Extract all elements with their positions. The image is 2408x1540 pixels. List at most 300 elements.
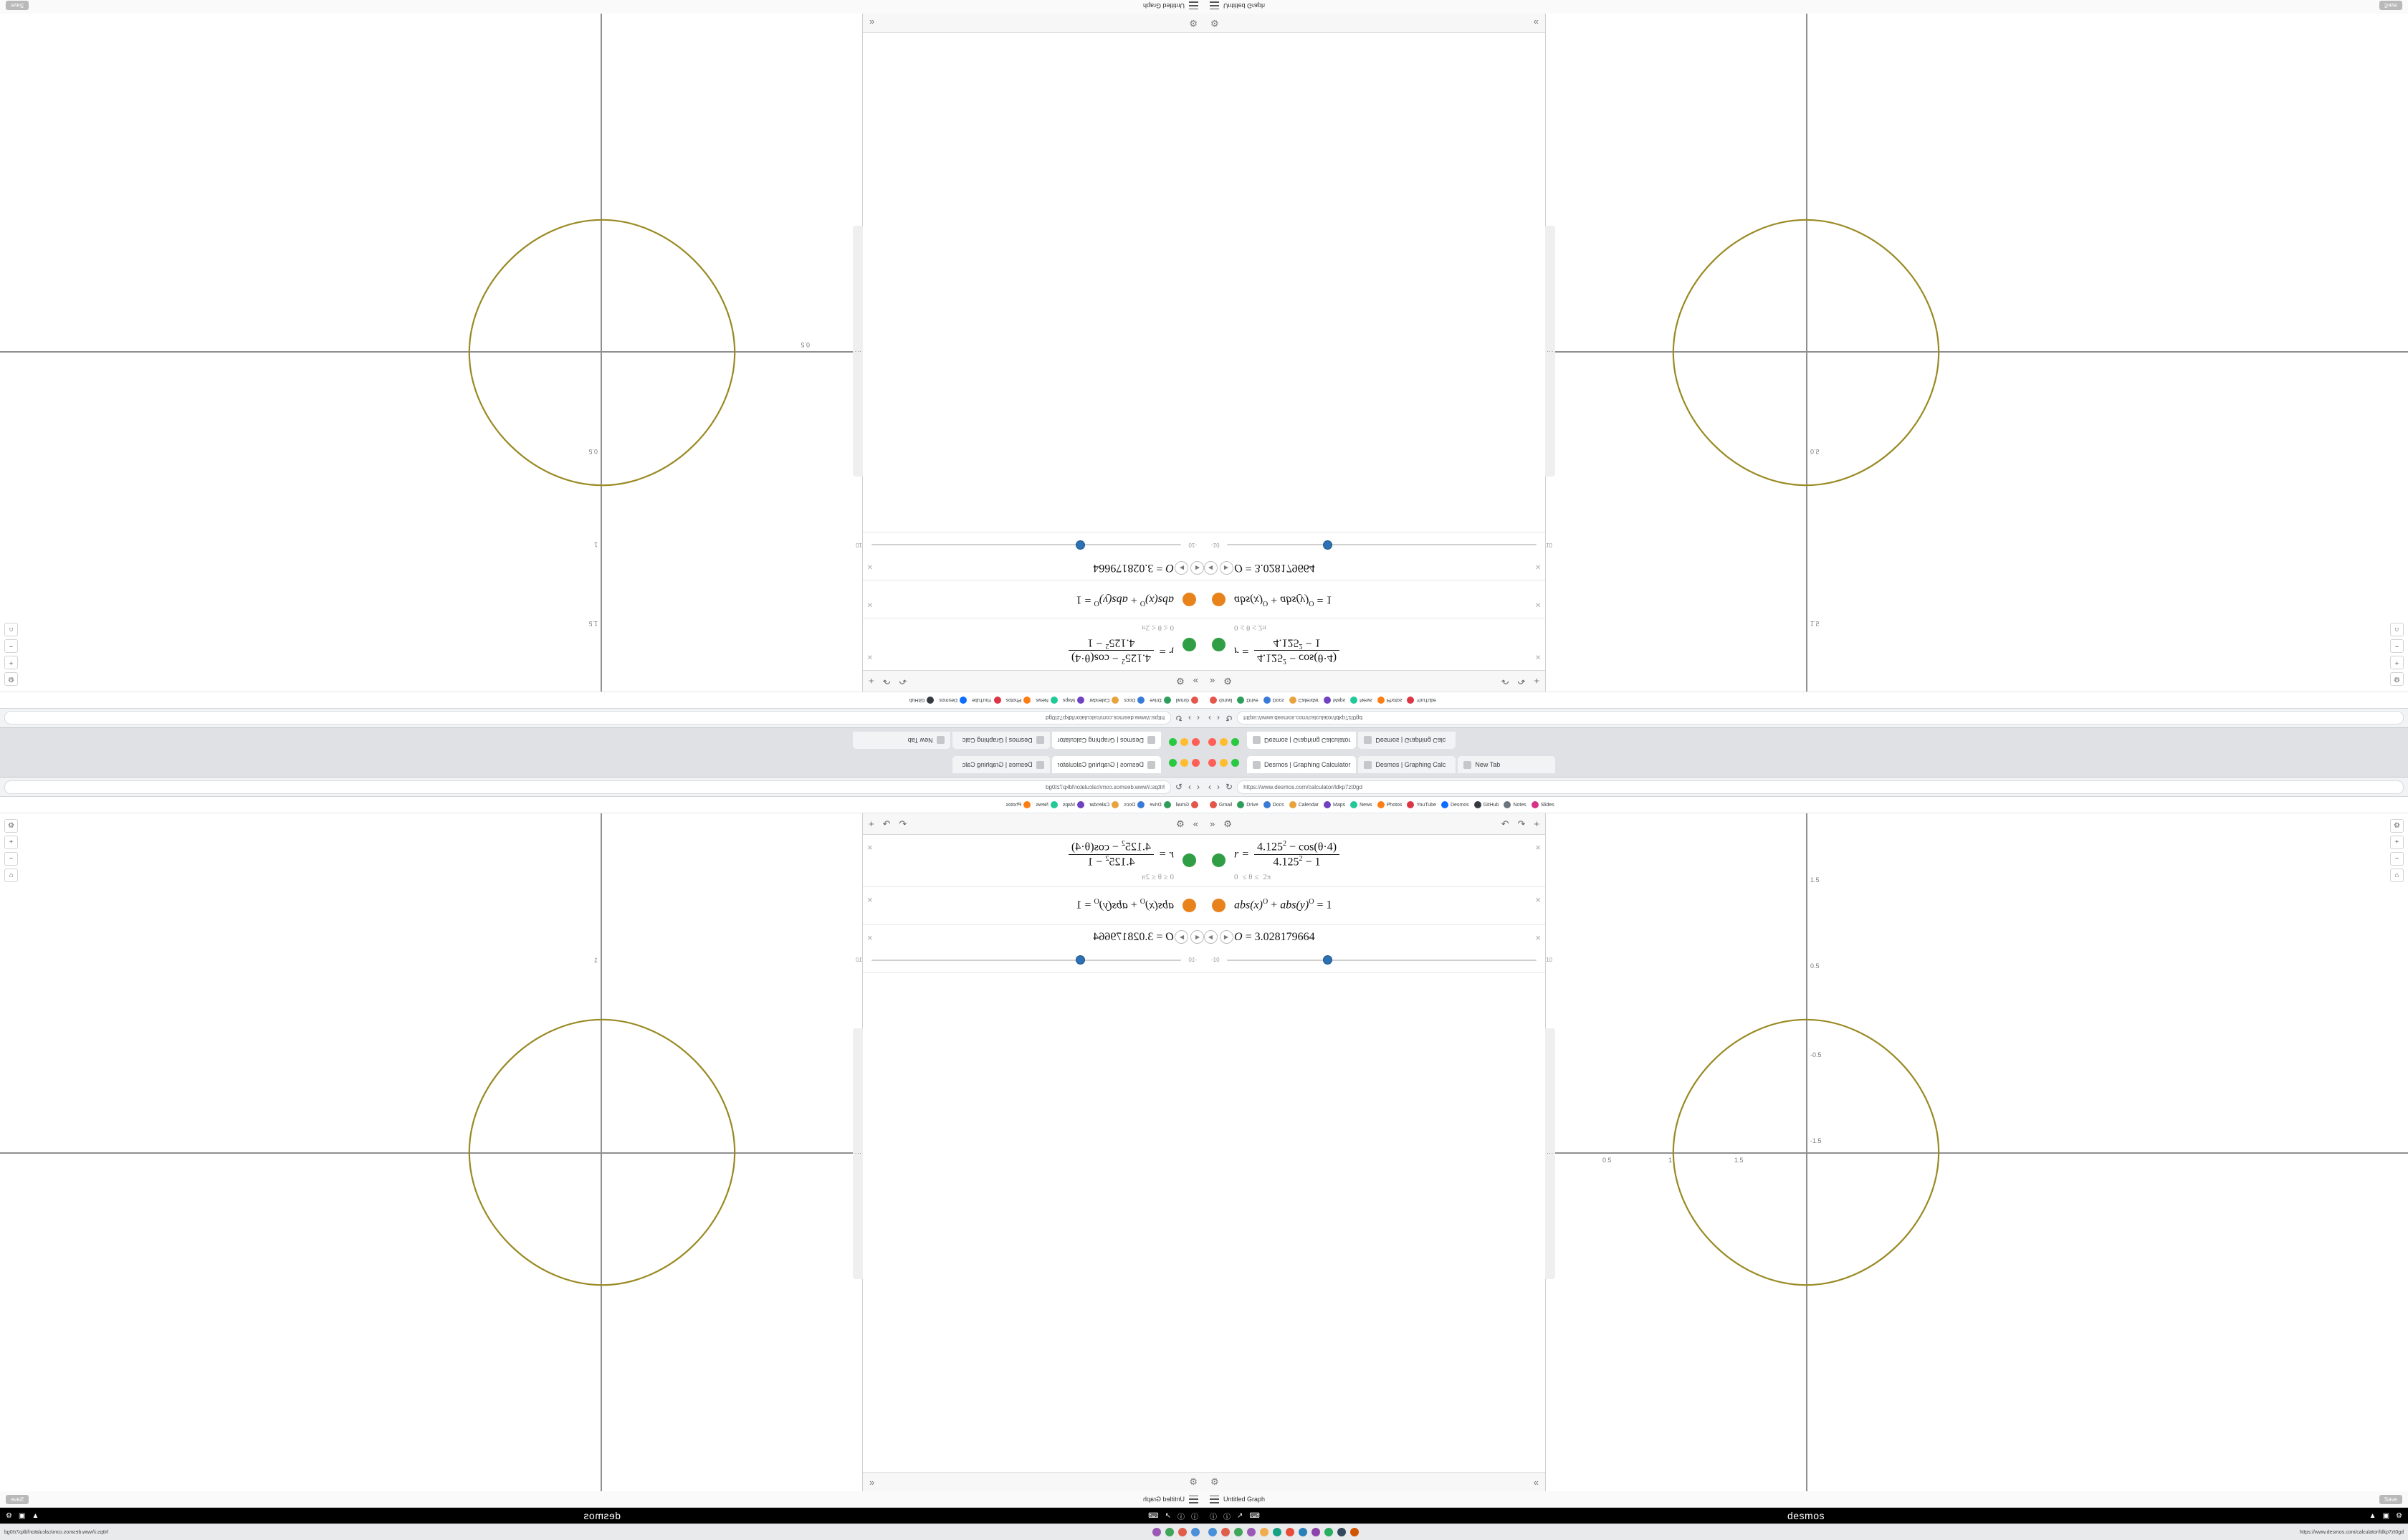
slider-stepper[interactable]: [1204, 561, 1233, 575]
slider-knob[interactable]: [1076, 955, 1085, 965]
y-tick: 0.5: [1810, 448, 1820, 455]
expression-row-polar[interactable]: [863, 618, 1204, 670]
taskbar-icon-photos[interactable]: [1273, 1528, 1281, 1536]
tab-label: Desmos | Graphing Calc: [962, 761, 1033, 768]
slider-control[interactable]: [846, 950, 1204, 972]
slider-value: 3.028179664: [1254, 930, 1315, 943]
expression-color-dot[interactable]: [1175, 835, 1204, 886]
step-back-icon[interactable]: ◀: [1191, 930, 1205, 944]
favicon: [1147, 737, 1155, 745]
graph-title[interactable]: Untitled Graph: [1223, 1496, 1266, 1503]
bookmark-item[interactable]: YouTube: [1407, 801, 1436, 808]
expression-math: O = 3.028179664: [1093, 930, 1174, 943]
nav-controls[interactable]: [1175, 782, 1200, 792]
gear-icon[interactable]: ⚙: [2396, 1511, 2402, 1520]
undo-icon[interactable]: ↶: [899, 676, 907, 687]
taskbar-icon-terminal[interactable]: [1337, 1528, 1346, 1536]
back-icon[interactable]: ‹: [1197, 782, 1200, 792]
chevron-up-icon[interactable]: ▲: [32, 1511, 39, 1520]
gear-icon[interactable]: ⚙: [1210, 18, 1219, 29]
tab-desmos-1[interactable]: [1052, 732, 1161, 749]
bookmarks-bar[interactable]: [0, 797, 1204, 813]
hamburger-icon[interactable]: [1210, 2, 1219, 10]
close-icon[interactable]: ×: [1535, 600, 1541, 611]
bookmark-item[interactable]: GitHub: [909, 697, 935, 704]
expression-color-dot[interactable]: [1175, 887, 1204, 924]
bookmark-item[interactable]: YouTube: [1407, 697, 1436, 704]
y-tick: 1.5: [588, 620, 598, 627]
bookmark-item[interactable]: Docs: [1263, 697, 1284, 704]
window-controls[interactable]: [1208, 759, 1239, 767]
reload-icon[interactable]: ↻: [1226, 713, 1233, 723]
favicon: [1463, 761, 1471, 769]
gear-icon[interactable]: ⚙: [6, 1511, 12, 1520]
slider-max-label: 10: [856, 541, 862, 548]
bookmark-item[interactable]: Calendar: [1089, 697, 1119, 704]
expression-footer: [863, 1472, 1204, 1491]
zoom-out-button[interactable]: −: [2390, 639, 2404, 653]
expression-color-dot[interactable]: [1175, 580, 1204, 618]
curve-toggle-green[interactable]: [1183, 638, 1197, 651]
desmos-logo: desmos: [583, 1510, 621, 1521]
add-expression-button[interactable]: +: [869, 676, 874, 687]
bookmark-item[interactable]: Drive: [1237, 801, 1258, 808]
forward-icon[interactable]: ›: [1217, 713, 1220, 723]
header-right-icons[interactable]: [6, 1512, 39, 1520]
close-icon[interactable]: ×: [1535, 932, 1541, 943]
step-forward-icon[interactable]: ▶: [1220, 930, 1233, 944]
expression-panel: [1204, 813, 1552, 1491]
chevron-up-icon[interactable]: ▲: [2369, 1511, 2376, 1520]
bookmark-item[interactable]: News: [1036, 697, 1058, 704]
browser-toolbar: [1204, 708, 2408, 727]
y-tick: 1.5: [1810, 876, 1820, 884]
close-icon[interactable]: ×: [1535, 562, 1541, 573]
nav-controls[interactable]: [1175, 713, 1200, 723]
bookmark-item[interactable]: Slides: [1532, 801, 1554, 808]
address-bar[interactable]: [4, 780, 1171, 794]
info-icon[interactable]: ⓘ: [1223, 1513, 1231, 1521]
taskbar-icon-chrome[interactable]: [1350, 1528, 1359, 1536]
os-taskbar[interactable]: [0, 1524, 1204, 1540]
tab-strip[interactable]: [1247, 731, 1456, 750]
step-back-icon[interactable]: ◀: [1204, 561, 1218, 575]
address-bar[interactable]: [1237, 780, 2404, 794]
gear-icon[interactable]: ⚙: [1176, 818, 1185, 829]
close-icon[interactable]: ×: [867, 842, 873, 853]
back-icon[interactable]: ‹: [1197, 713, 1200, 723]
redo-icon[interactable]: ↷: [882, 818, 891, 829]
wrench-icon[interactable]: ⚙: [2390, 819, 2404, 833]
expression-footer: [1204, 1472, 1545, 1491]
slider-max-label: 10: [1546, 541, 1552, 548]
taskbar-icon-launchpad[interactable]: [1221, 1528, 1230, 1536]
desmos-title-bar: [0, 1491, 1204, 1508]
save-button[interactable]: Save: [6, 1, 29, 11]
browser-window: [0, 752, 1204, 1535]
home-icon[interactable]: ⌂: [2390, 623, 2404, 636]
x-tick: 1.5: [1734, 1157, 1744, 1164]
undo-icon[interactable]: ↶: [1501, 676, 1509, 687]
taskbar-icon-music[interactable]: [1324, 1528, 1333, 1536]
panel-drag-handle[interactable]: ⋮: [1545, 226, 1555, 477]
bookmark-item[interactable]: YouTube: [972, 697, 1001, 704]
gear-icon[interactable]: ⚙: [1176, 676, 1185, 687]
tab-strip[interactable]: [853, 731, 1161, 750]
gear-icon[interactable]: ⚙: [1210, 1476, 1219, 1487]
close-icon[interactable]: ×: [1535, 842, 1541, 853]
bookmark-item[interactable]: Maps: [1063, 697, 1084, 704]
graph-tools[interactable]: [2390, 623, 2404, 686]
expression-math: O = 3.028179664: [1234, 930, 1315, 943]
bookmarks-bar[interactable]: [1204, 797, 2408, 813]
slider-value: 3.028179664: [1093, 930, 1154, 943]
address-bar[interactable]: [4, 712, 1171, 725]
collapse-button[interactable]: »: [1193, 818, 1198, 829]
bookmark-item[interactable]: Desmos: [1441, 801, 1469, 808]
gear-icon[interactable]: ⚙: [1189, 1476, 1198, 1487]
bookmark-item[interactable]: Drive: [1150, 801, 1170, 808]
slider-stepper[interactable]: [1204, 930, 1233, 944]
expression-math: $abs(x)^O + abs(y)^O = 1$: [1234, 593, 1332, 607]
hamburger-icon[interactable]: [1189, 2, 1198, 10]
reload-icon[interactable]: ↻: [1226, 782, 1233, 792]
curve-toggle-orange[interactable]: [1183, 899, 1197, 912]
taskbar-icon-notes[interactable]: [1312, 1528, 1320, 1536]
collapse-button[interactable]: »: [1210, 676, 1215, 687]
status-url: https://www.desmos.com/calculator/ldkp7zt0gd: [4, 1529, 109, 1535]
domain-max: 2π: [1263, 872, 1271, 881]
bookmark-item[interactable]: GitHub: [1474, 801, 1499, 808]
expression-row-slider[interactable]: [1204, 532, 1552, 580]
bookmark-item[interactable]: Calendar: [1289, 697, 1319, 704]
share-icon[interactable]: ↗: [1237, 1511, 1243, 1520]
taskbar-icon-launchpad[interactable]: [1178, 1528, 1187, 1536]
tab-label: New Tab: [907, 737, 933, 744]
zoom-in-button[interactable]: +: [4, 656, 18, 669]
step-forward-icon[interactable]: ▶: [1175, 930, 1189, 944]
zoom-out-button[interactable]: −: [4, 639, 18, 653]
collapse-button[interactable]: »: [1193, 676, 1198, 687]
slider-stepper[interactable]: [1175, 930, 1204, 944]
graph-tools[interactable]: [2390, 819, 2404, 882]
undo-icon[interactable]: ↶: [899, 818, 907, 829]
home-icon[interactable]: ⌂: [2390, 869, 2404, 882]
bookmark-item[interactable]: Gmail: [1210, 697, 1232, 704]
close-icon[interactable]: ×: [867, 562, 873, 573]
curve-toggle-green[interactable]: [1183, 853, 1197, 867]
redo-icon[interactable]: ↷: [1517, 818, 1526, 829]
bookmark-item[interactable]: Maps: [1063, 801, 1084, 808]
os-taskbar[interactable]: [1204, 1524, 2408, 1540]
slider-control[interactable]: [1204, 532, 1562, 555]
bookmark-item[interactable]: Photos: [1377, 801, 1403, 808]
graph-tools[interactable]: [4, 623, 18, 686]
superellipse-curve: [423, 973, 781, 1331]
bookmark-item[interactable]: Calendar: [1089, 801, 1119, 808]
y-tick: 1.5: [1810, 620, 1820, 627]
window-controls[interactable]: [1208, 738, 1239, 746]
bookmark-item[interactable]: News: [1036, 801, 1058, 808]
bookmark-item[interactable]: Docs: [1124, 697, 1145, 704]
wrench-icon[interactable]: ⚙: [4, 672, 18, 686]
expand-button[interactable]: «: [1533, 17, 1539, 29]
tab-desmos-1[interactable]: [1247, 732, 1356, 749]
expression-row-implicit[interactable]: [863, 580, 1204, 618]
wrench-icon[interactable]: ⚙: [4, 819, 18, 833]
header-left-icons[interactable]: [1210, 1511, 1260, 1521]
expression-row-slider[interactable]: [856, 925, 1204, 973]
help-icon[interactable]: ⓘ: [1210, 1513, 1217, 1521]
graph-title[interactable]: Untitled Graph: [1223, 2, 1266, 9]
address-bar[interactable]: [1237, 712, 2404, 725]
taskbar-icon-mail[interactable]: [1152, 1528, 1161, 1536]
forward-icon[interactable]: ›: [1217, 782, 1220, 792]
bookmark-item[interactable]: Maps: [1324, 801, 1345, 808]
expression-list: [1204, 835, 1552, 1472]
panel-drag-handle[interactable]: ⋮: [853, 226, 863, 477]
curve-toggle-orange[interactable]: [1183, 593, 1197, 606]
slider-control[interactable]: [1204, 950, 1562, 972]
graph-title[interactable]: Untitled Graph: [1142, 2, 1185, 9]
slider-knob[interactable]: [1076, 540, 1085, 550]
expand-button[interactable]: «: [869, 1476, 875, 1488]
zoom-out-button[interactable]: −: [4, 852, 18, 866]
gear-icon[interactable]: ⚙: [1223, 676, 1232, 687]
y-tick: 0.5: [588, 448, 598, 455]
browser-window: [1204, 752, 2408, 1535]
bookmark-item[interactable]: Gmail: [1176, 697, 1198, 704]
slider-control[interactable]: [846, 532, 1204, 555]
browser-chrome: [0, 727, 1204, 752]
superellipse-curve: [1627, 973, 1985, 1331]
curve-toggle-green[interactable]: [1212, 638, 1226, 651]
bookmark-item[interactable]: News: [1350, 697, 1372, 704]
expression-row-implicit[interactable]: [863, 887, 1204, 925]
redo-icon[interactable]: ↷: [1517, 676, 1526, 687]
slider-track[interactable]: [1227, 544, 1537, 545]
close-icon[interactable]: ×: [867, 894, 873, 905]
bookmarks-bar[interactable]: [1204, 692, 2408, 708]
taskbar-icon-finder[interactable]: [1208, 1528, 1217, 1536]
tab-new[interactable]: [1458, 756, 1555, 773]
expression-row-polar[interactable]: [1204, 835, 1545, 887]
graph-tools[interactable]: [4, 819, 18, 882]
close-icon[interactable]: ×: [867, 932, 873, 943]
zoom-in-button[interactable]: +: [2390, 656, 2404, 669]
expression-toolbar: [863, 670, 1204, 692]
curve-toggle-orange[interactable]: [1212, 593, 1226, 606]
help-icon[interactable]: ⓘ: [1191, 1513, 1198, 1521]
nav-controls[interactable]: [1208, 782, 1233, 792]
y-tick: -0.5: [1810, 1051, 1822, 1058]
tab-new[interactable]: [853, 732, 950, 749]
keyboard-icon[interactable]: ⌨: [1148, 1511, 1159, 1520]
expression-color-dot[interactable]: [1204, 580, 1233, 618]
bookmark-item[interactable]: Photos: [1006, 801, 1031, 808]
share-icon[interactable]: ↗: [1165, 1511, 1171, 1520]
taskbar-icon-safari[interactable]: [1165, 1528, 1174, 1536]
bookmark-item[interactable]: Calendar: [1289, 801, 1319, 808]
undo-icon[interactable]: ↶: [1501, 818, 1509, 829]
expression-math: $abs(x)^O + abs(y)^O = 1$: [1076, 593, 1174, 607]
bookmarks-bar[interactable]: [0, 692, 1204, 708]
save-button[interactable]: Save: [6, 1495, 29, 1504]
desmos-app: [0, 813, 1204, 1491]
expression-domain: [1234, 873, 1538, 881]
expression-list: [856, 33, 1204, 670]
slider-knob[interactable]: [1323, 540, 1332, 550]
bookmark-item[interactable]: Photos: [1006, 697, 1031, 704]
expand-button[interactable]: «: [869, 17, 875, 29]
expression-row-polar[interactable]: [1204, 618, 1545, 670]
window-controls[interactable]: [1169, 738, 1200, 746]
gear-icon[interactable]: ⚙: [1223, 818, 1232, 829]
expression-color-dot[interactable]: [1204, 618, 1233, 670]
curve-toggle-orange[interactable]: [1212, 899, 1226, 912]
bookmark-item[interactable]: Drive: [1237, 697, 1258, 704]
zoom-in-button[interactable]: +: [4, 836, 18, 849]
slider-stepper[interactable]: [1175, 561, 1204, 575]
tab-desmos-2[interactable]: [1358, 732, 1456, 749]
add-expression-button[interactable]: +: [869, 818, 874, 829]
expression-row-implicit[interactable]: [1204, 580, 1545, 618]
quadrant-bottom-left: [0, 752, 1204, 1535]
desmos-header: [0, 1508, 1204, 1524]
zoom-in-button[interactable]: +: [2390, 836, 2404, 849]
bookmark-item[interactable]: Photos: [1377, 697, 1403, 704]
panel-drag-handle[interactable]: ⋮: [1545, 1028, 1555, 1279]
forward-icon[interactable]: ›: [1188, 782, 1191, 792]
wrench-icon[interactable]: ⚙: [2390, 672, 2404, 686]
expression-math: $abs(x)^O + abs(y)^O = 1$: [1234, 898, 1332, 912]
hamburger-icon[interactable]: [1210, 1496, 1219, 1503]
taskbar-icon-finder[interactable]: [1191, 1528, 1200, 1536]
expression-row-slider[interactable]: [856, 532, 1204, 580]
home-icon[interactable]: ⌂: [4, 869, 18, 882]
browser-window: [1204, 0, 2408, 752]
tab-label: New Tab: [1475, 761, 1501, 768]
slider-track[interactable]: [871, 960, 1181, 961]
back-icon[interactable]: ‹: [1208, 713, 1211, 723]
slider-track[interactable]: [1227, 960, 1537, 961]
taskbar-icon-mail[interactable]: [1247, 1528, 1256, 1536]
reload-icon[interactable]: ↻: [1175, 713, 1182, 723]
expression-row-polar[interactable]: [863, 835, 1204, 887]
tab-label: Desmos | Graphing Calculator: [1264, 761, 1351, 768]
slider-track[interactable]: [871, 544, 1181, 545]
close-icon[interactable]: ×: [867, 652, 873, 663]
slider-knob[interactable]: [1323, 955, 1332, 965]
tab-desmos-2[interactable]: [1358, 756, 1456, 773]
favicon: [1253, 761, 1261, 769]
expression-row-implicit[interactable]: [1204, 887, 1545, 925]
domain-min: 0: [1234, 872, 1238, 881]
close-icon[interactable]: ×: [1535, 652, 1541, 663]
expression-color-dot[interactable]: [1204, 835, 1233, 886]
curve-toggle-green[interactable]: [1212, 853, 1226, 867]
taskbar-icon-maps[interactable]: [1260, 1528, 1268, 1536]
tab-desmos-1[interactable]: [1052, 756, 1161, 773]
step-forward-icon[interactable]: ▶: [1175, 561, 1189, 575]
window-controls[interactable]: [1169, 759, 1200, 767]
gear-icon[interactable]: ⚙: [1189, 18, 1198, 29]
header-left-icons[interactable]: [1148, 1511, 1198, 1521]
tab-strip[interactable]: [952, 755, 1161, 774]
favicon: [937, 737, 945, 745]
bookmark-item[interactable]: Notes: [1504, 801, 1526, 808]
graph-title[interactable]: Untitled Graph: [1142, 1496, 1185, 1503]
favicon: [1253, 737, 1261, 745]
forward-icon[interactable]: ›: [1188, 713, 1191, 723]
desmos-app: [1204, 813, 2408, 1491]
desmos-header: [1204, 1508, 2408, 1524]
step-forward-icon[interactable]: ▶: [1220, 561, 1233, 575]
close-icon[interactable]: ×: [1535, 894, 1541, 905]
camera-icon[interactable]: ▣: [18, 1511, 26, 1520]
taskbar-icon-calendar[interactable]: [1299, 1528, 1307, 1536]
back-icon[interactable]: ‹: [1208, 782, 1211, 792]
step-back-icon[interactable]: ◀: [1191, 561, 1205, 575]
bookmark-item[interactable]: Gmail: [1176, 801, 1198, 808]
quadrant-bottom-right: [1204, 752, 2408, 1535]
step-back-icon[interactable]: ◀: [1204, 930, 1218, 944]
redo-icon[interactable]: ↷: [882, 676, 891, 687]
keyboard-icon[interactable]: ⌨: [1249, 1511, 1260, 1520]
expression-color-dot[interactable]: [1175, 618, 1204, 670]
collapse-button[interactable]: »: [1210, 818, 1215, 829]
bookmark-item[interactable]: Drive: [1150, 697, 1170, 704]
reload-icon[interactable]: ↻: [1175, 782, 1182, 792]
bookmark-item[interactable]: Docs: [1124, 801, 1145, 808]
hamburger-icon[interactable]: [1189, 1496, 1198, 1503]
slider-min-label: -10: [1211, 957, 1220, 964]
x-tick: 1: [1668, 1157, 1673, 1164]
tab-desmos-2[interactable]: [952, 732, 1050, 749]
expression-row-slider[interactable]: [1204, 925, 1552, 973]
save-button[interactable]: Save: [2379, 1, 2402, 11]
panel-drag-handle[interactable]: ⋮: [853, 1028, 863, 1279]
bookmark-item[interactable]: Maps: [1324, 697, 1345, 704]
browser-chrome: [1204, 752, 2408, 778]
header-right-icons[interactable]: [2369, 1512, 2402, 1520]
desmos-logo: desmos: [1787, 1510, 1825, 1521]
add-expression-button[interactable]: +: [1534, 676, 1539, 687]
zoom-out-button[interactable]: −: [2390, 852, 2404, 866]
desmos-title-bar: [1204, 1491, 2408, 1508]
save-button[interactable]: Save: [2379, 1495, 2402, 1504]
nav-controls[interactable]: [1208, 713, 1233, 723]
add-expression-button[interactable]: +: [1534, 818, 1539, 829]
close-icon[interactable]: ×: [867, 600, 873, 611]
bookmark-item[interactable]: Gmail: [1210, 801, 1232, 808]
expression-domain: 0 ≤ θ ≤ 2π: [1142, 623, 1174, 633]
expand-button[interactable]: «: [1533, 1476, 1539, 1488]
info-icon[interactable]: ⓘ: [1177, 1513, 1185, 1521]
taskbar-icon-messages[interactable]: [1286, 1528, 1294, 1536]
slider-min-label: -10: [1188, 957, 1197, 964]
camera-icon[interactable]: ▣: [2382, 1511, 2390, 1520]
expression-color-dot[interactable]: [1204, 887, 1233, 924]
bookmark-item[interactable]: Desmos: [939, 697, 967, 704]
bookmark-item[interactable]: News: [1350, 801, 1372, 808]
tab-desmos-1[interactable]: [1247, 756, 1356, 773]
home-icon[interactable]: ⌂: [4, 623, 18, 636]
taskbar-icon-safari[interactable]: [1234, 1528, 1243, 1536]
bookmark-item[interactable]: Docs: [1263, 801, 1284, 808]
tab-desmos-2[interactable]: [952, 756, 1050, 773]
tab-strip[interactable]: [1247, 755, 1555, 774]
